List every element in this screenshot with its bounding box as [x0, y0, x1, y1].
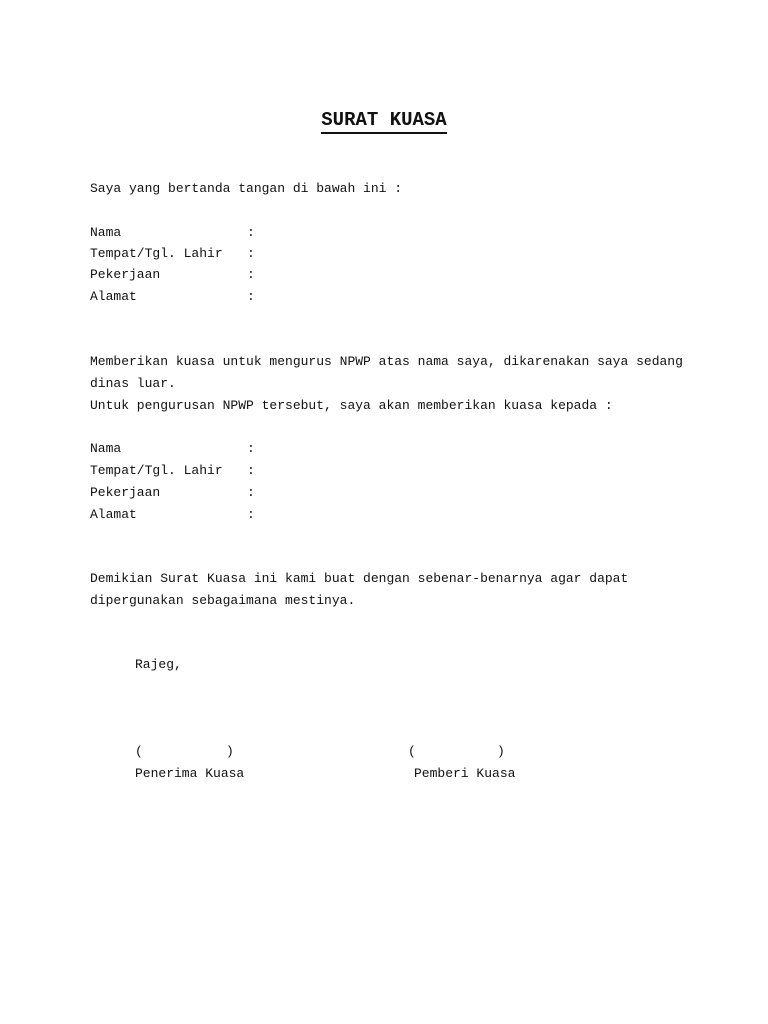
document-title: [0, 108, 768, 132]
field-colon: :: [247, 246, 255, 261]
signature-paren-close: ): [226, 744, 234, 759]
grantee-address-row: [90, 504, 255, 526]
grantor-name-row: [90, 222, 255, 244]
place-text: Rajeg,: [135, 657, 182, 672]
purpose-line-1: Memberikan kuasa untuk mengurus NPWP atas nama saya, dikarenakan saya sedang: [90, 354, 683, 369]
field-colon: :: [247, 507, 255, 522]
purpose-line-2: dinas luar.: [90, 376, 176, 391]
closing-line-2: dipergunakan sebagaimana mestinya.: [90, 593, 356, 608]
grantee-birth-row: [90, 460, 255, 482]
signature-paren-open: (: [408, 744, 416, 759]
field-label: Nama: [90, 441, 122, 456]
signature-role: Penerima Kuasa: [135, 766, 245, 781]
field-label: Pekerjaan: [90, 267, 161, 282]
field-label: Alamat: [90, 507, 137, 522]
field-label: Tempat/Tgl. Lahir: [90, 463, 223, 478]
title-text: SURAT KUASA: [321, 109, 446, 134]
signature-paren-close: ): [497, 744, 505, 759]
field-label: Alamat: [90, 289, 137, 304]
grantee-occupation-row: [90, 482, 255, 504]
field-colon: :: [247, 289, 255, 304]
closing-line-1: Demikian Surat Kuasa ini kami buat dengan sebenar-benarnya agar dapat: [90, 571, 629, 586]
intro-text: Saya yang bertanda tangan di bawah ini :: [90, 181, 403, 196]
field-colon: :: [247, 441, 255, 456]
grantor-birth-row: [90, 243, 255, 265]
grantor-address-row: [90, 286, 255, 308]
field-label: Pekerjaan: [90, 485, 161, 500]
field-label: Tempat/Tgl. Lahir: [90, 246, 223, 261]
signature-role: Pemberi Kuasa: [414, 766, 516, 781]
purpose-line-3: Untuk pengurusan NPWP tersebut, saya akan memberikan kuasa kepada :: [90, 398, 613, 413]
field-colon: :: [247, 485, 255, 500]
field-colon: :: [247, 463, 255, 478]
field-colon: :: [247, 267, 255, 282]
grantee-name-row: [90, 438, 255, 460]
grantor-occupation-row: [90, 264, 255, 286]
field-colon: :: [247, 225, 255, 240]
signature-paren-open: (: [135, 744, 143, 759]
field-label: Nama: [90, 225, 122, 240]
